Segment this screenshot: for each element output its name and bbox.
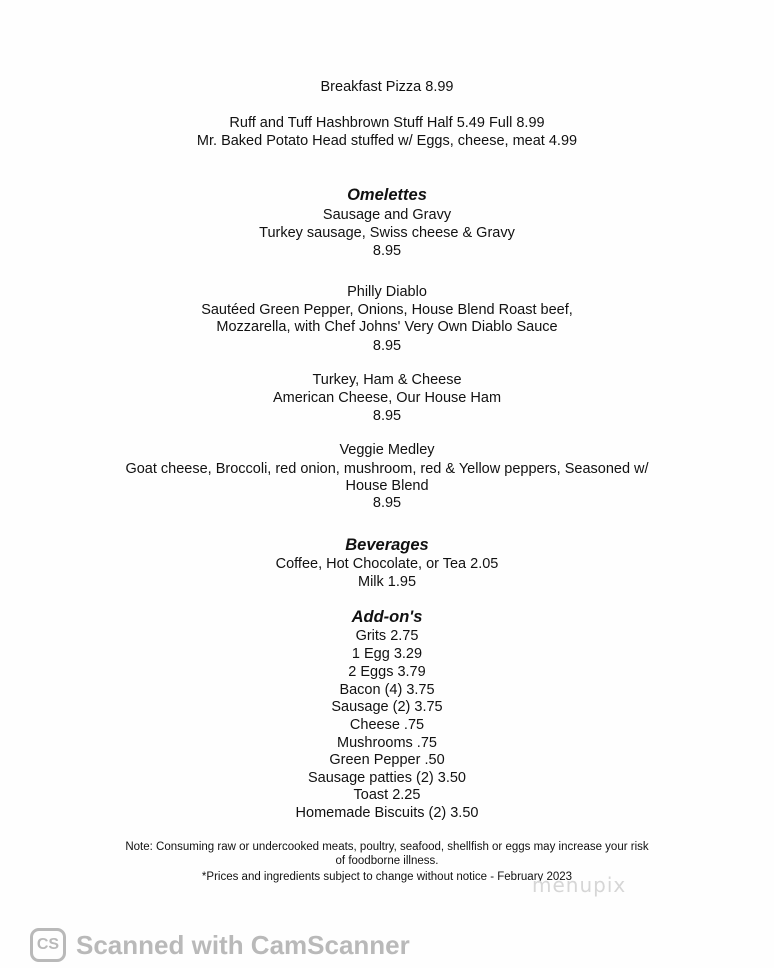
omelette-price: 8.95 [372, 495, 402, 511]
omelette-name: Veggie Medley [339, 442, 435, 458]
addon-item: Cheese .75 [349, 717, 425, 733]
omelette-desc: Turkey sausage, Swiss cheese & Gravy [259, 225, 515, 241]
omelette-desc: Mozzarella, with Chef Johns' Very Own Diablo Sauce [216, 319, 558, 335]
allergy-note-continued: of foodborne illness. [335, 855, 439, 867]
breakfast-pizza: Breakfast Pizza 8.99 [320, 79, 454, 95]
addon-item: Grits 2.75 [355, 628, 419, 644]
addon-item: Sausage (2) 3.75 [331, 699, 443, 715]
menupix-watermark: menupix [532, 873, 627, 897]
addon-item: Toast 2.25 [353, 787, 421, 803]
addon-item: Green Pepper .50 [329, 752, 445, 768]
beverages-heading: Beverages [345, 536, 429, 554]
omelette-desc: Sautéed Green Pepper, Onions, House Blend Roast beef, [201, 302, 573, 318]
price-disclaimer: *Prices and ingredients subject to change without notice - February 2023 [201, 871, 573, 883]
beverage-item: Milk 1.95 [357, 574, 417, 590]
omelette-desc: Goat cheese, Broccoli, red onion, mushroom, red & Yellow peppers, Seasoned w/ [125, 461, 649, 477]
omelette-name: Turkey, Ham & Cheese [312, 372, 462, 388]
addon-item: Homemade Biscuits (2) 3.50 [295, 805, 479, 821]
omelette-price: 8.95 [372, 408, 402, 424]
omelette-price: 8.95 [372, 243, 402, 259]
addon-item: 1 Egg 3.29 [351, 646, 423, 662]
camscanner-label: Scanned with CamScanner [76, 930, 410, 960]
addons-heading: Add-on's [351, 608, 423, 626]
camscanner-logo-icon: CS [30, 928, 66, 962]
hashbrown-item: Ruff and Tuff Hashbrown Stuff Half 5.49 Full 8.99 [229, 115, 545, 131]
omelette-name: Philly Diablo [347, 284, 427, 300]
addon-item: Sausage patties (2) 3.50 [308, 770, 466, 786]
addon-item: Bacon (4) 3.75 [339, 682, 435, 698]
beverage-item: Coffee, Hot Chocolate, or Tea 2.05 [275, 556, 499, 572]
omelette-desc: American Cheese, Our House Ham [272, 390, 502, 406]
addon-item: Mushrooms .75 [337, 735, 437, 751]
baked-potato-item: Mr. Baked Potato Head stuffed w/ Eggs, cheese, meat 4.99 [196, 133, 578, 149]
omelette-desc: House Blend [345, 478, 429, 494]
omelette-name: Sausage and Gravy [322, 207, 452, 223]
omelettes-heading: Omelettes [347, 186, 427, 204]
allergy-note: Note: Consuming raw or undercooked meats, poultry, seafood, shellfish or eggs may increase your risk [125, 841, 649, 853]
omelette-price: 8.95 [372, 338, 402, 354]
addon-item: 2 Eggs 3.79 [348, 664, 426, 680]
